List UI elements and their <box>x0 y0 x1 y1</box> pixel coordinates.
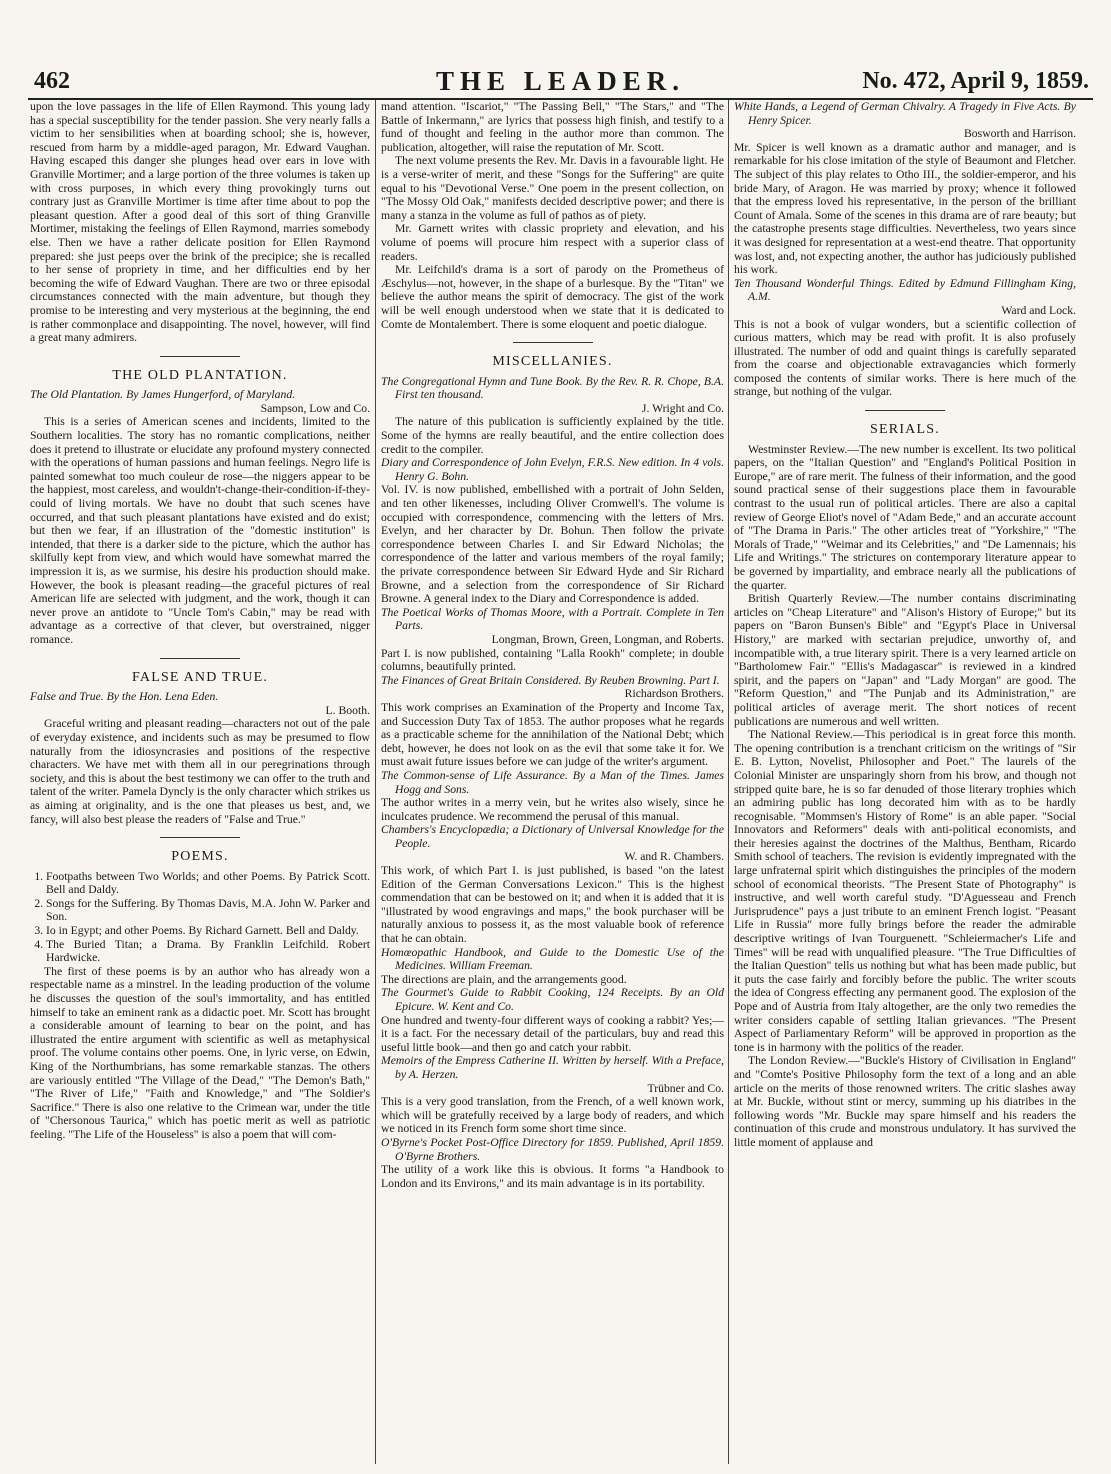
page-number: 462 <box>34 68 70 94</box>
review-national: The National Review.—This periodical is in great force this month. The opening contribution is a trenchant criticism on the writings of "Sir E. B. Lytton, Novelist, Philosopher and Poet." The laurels of the Colonial Minister are unsparingly shorn from his brow, and though not stripped quite bare, he is so far denuded of those literary trophies which an admiring public has long decorated him with as to be hardly recognisable. "Mommsen's History of Rome" is an able paper. "Social Innovators and Reformers" deals with anti-political economists, and their heresies against the doctrines of the Malthus, Bentham, Ricardo Smith school of teachers. The revision is evidently impregnated with the large unfraternal spirit which distinguishes the principles of the modern school of economical theorists. "The Present State of Photography" is instructive, and well worth careful study. "D'Aguesseau and French Jurisprudence" pays a just tribute to an eminent French logist. "Peasant Life in Russia" more fully brings before the reader the admirable descriptive writings of Ivan Tourguenett. "Schleiermacher's Life and Times" will be read with unqualified pleasure. "The True Difficulties of the Italian Question" tells us nothing but what has been made public, but it puts the case fairly and forcibly before the public. The writer scouts the idea of Congress effecting any permanent good. The explosion of the Pope and of Austria from Italy altogether, are the only two remedies the writer considers capable of settling Italian grievances. "The Present Aspect of Parliamentary Reform" will be approved in proportion as the tone is in harmony with the politics of the reader. <box>734 728 1076 1054</box>
book-title: Ten Thousand Wonderful Things. Edited by Edmund Fillingham King, A.M. <box>734 276 1076 304</box>
newspaper-title: THE LEADER. <box>435 66 686 96</box>
publisher: Trübner and Co. <box>647 1081 724 1095</box>
publisher: L. Booth. <box>325 703 370 717</box>
section-divider <box>160 356 240 357</box>
heading-miscellanies: MISCELLANIES. <box>492 354 613 370</box>
review-body: Vol. IV. is now published, embellished with a portrait of John Selden, and ten other likenesses, including Oliver Cromwell's. The volume is occupied with correspondence, commencing with the letters of Mrs. Evelyn, and her character by Dr. Bohun. Then follow the private correspondence between Charles I. and Sir Edward Nicholas; the correspondence of the latter and various members of the royal family; the private correspondence between Sir Edward Hyde and Sir Richard Browne, and a selection from the correspondence of Sir Richard Browne. A general index to the Diary and Correspondence is added. <box>381 483 724 606</box>
review-body: One hundred and twenty-four different ways of cooking a rabbit? Yes;—it is a fact. For the necessary detail of the particulars, buy and read this useful little book—and then go and catch your rabbit. <box>381 1013 724 1054</box>
review-body: Mr. Leifchild's drama is a sort of parody on the Prometheus of Æschylus—not, however, in the shape of a burlesque. By the "Titan" we believe the author means the spirit of democracy. The gist of the work will be well enough understood when we state that it is dedicated to Comte de Montalembert. There is some eloquent and poetic dialogue. <box>381 263 724 331</box>
poems-list <box>30 870 370 965</box>
review-body: The directions are plain, and the arrangements good. <box>381 972 627 986</box>
publisher: Richardson Brothers. <box>624 687 724 701</box>
review-body: Part I. is now published, containing "Lalla Rookh" complete; in double columns, beautifully printed. <box>381 646 724 674</box>
book-title: Homœopathic Handbook, and Guide to the Domestic Use of the Medicines. William Freeman. <box>381 945 724 973</box>
book-title: The Old Plantation. By James Hungerford, of Maryland. <box>30 388 296 402</box>
publisher: Longman, Brown, Green, Longman, and Roberts. <box>491 632 724 646</box>
book-title: O'Byrne's Pocket Post-Office Directory for 1859. Published, April 1859. O'Byrne Brothers. <box>381 1135 724 1163</box>
review-body: Mr. Garnett writes with classic propriety and elevation, and his volume of poems will procure him respect with a superior class of readers. <box>381 222 724 263</box>
book-title: Chambers's Encyclopædia; a Dictionary of Universal Knowledge for the People. <box>381 823 724 850</box>
heading-serials: SERIALS. <box>870 422 940 438</box>
book-title: The Common-sense of Life Assurance. By a Man of the Times. James Hogg and Sons. <box>381 768 724 796</box>
review-body: The next volume presents the Rev. Mr. Davis in a favourable light. He is a verse-writer of merit, and these "Songs for the Suffering" are quite equal to his "Devotional Verse." One poem in the present collection, on "The Mossy Old Oak," manifests decided descriptive power; and there is many a stanza in the volume as full of pathos as of piety. <box>381 154 724 222</box>
publisher: Bosworth and Harrison. <box>964 127 1076 141</box>
section-divider <box>160 658 240 659</box>
heading-false-and-true: FALSE AND TRUE. <box>131 669 269 685</box>
section-divider <box>513 342 593 343</box>
review-body: The author writes in a merry vein, but he writes also wisely, since he inculcates prudence. We recommend the perusal of this manual. <box>381 796 724 823</box>
review-london: The London Review.—"Buckle's History of Civilisation in England" and "Comte's Positive Philosophy form the text of a long and an able article on the merits of those renowned writers. The critic slashes away at Mr. Buckle, without stint or mercy, summing up his diatribes in the following words "Mr. Buckle may spare himself and his readers the continuation of this crude and monstrous undulatory. It has survived the little moment of applause and <box>734 1054 1076 1149</box>
section-divider <box>160 837 240 838</box>
book-title: False and True. By the Hon. Lena Eden. <box>30 690 219 704</box>
review-british-quarterly: British Quarterly Review.—The number contains discriminating articles on "Cheap Literature" and "Alison's History of Europe;" but its papers on "Baron Bunsen's Bible" and "Egypt's Place in Universal History," are marked with sectarian prejudice, unworthy of, and incompatible with, a true literary spirit. There is a very learned article on "Bartholomew Fair." "Ellis's Madagascar" is reviewed in a kindred spirit, and the papers on "Japan" and "Lady Morgan" are good. The "Reform Question," and "The Punjab and its Administration," are political articles of average merit. The short notices of recent publications are numerous and well written. <box>734 592 1076 728</box>
section-divider <box>865 410 945 411</box>
heading-old-plantation: THE OLD PLANTATION. <box>112 367 288 383</box>
list-item: 3. Io in Egypt; and other Poems. By Richard Garnett. Bell and Daldy. <box>46 924 370 938</box>
heading-poems: POEMS. <box>171 849 229 865</box>
review-body: The first of these poems is by an author who has already won a respectable name as a minstrel. In the leading production of the volume he discusses the question of the soul's immortality, and has entitled himself to take an eminent rank as a didactic poet. Mr. Scott has brought a considerable amount of learning to bear on the point, and has illustrated the entire argument with scientific as well as metaphysical proof. The volume contains other poems. One, in lyric verse, on Edwin, King of the Northumbrians, has some remarkable stanzas. The others are variously entitled "The Village of the Dead," "The Demon's Bath," "The River of Life," "Faith and Knowledge," and "The Soldier's Sacrifice." There is also one relative to the Crimean war, under the title of "Chersonous Taurica," which has poetic merit as well as patriotic feeling. "The Life of the Houseless" is also a poem that will com- <box>30 964 370 1141</box>
list-item: 1. Footpaths between Two Worlds; and other Poems. By Patrick Scott. Bell and Daldy. <box>46 870 370 897</box>
poems-review-continuation: mand attention. "Iscariot," "The Passing Bell," "The Stars," and "The Battle of Inkermann," are lyrics that possess high finish, and testify to a fund of thought and feeling in the author more than common. The publication, altogether, will raise the reputation of Mr. Scott. <box>381 100 724 154</box>
review-body: The utility of a work like this is obvious. It forms "a Handbook to London and its Environs," and its main advantage is in its portability. <box>381 1163 724 1190</box>
book-title: The Congregational Hymn and Tune Book. By the Rev. R. R. Chope, B.A. First ten thousand. <box>381 374 724 402</box>
list-item: 4. The Buried Titan; a Drama. By Franklin Leifchild. Robert Hardwicke. <box>46 938 370 965</box>
review-body: This is a series of American scenes and incidents, limited to the Southern localities. The story has no romantic complications, neither does it pretend to illustrate or elucidate any profound mystery connected with the operations of human passions and human feelings. Negro life is painted somewhat too much couleur de rose—the niggers appear to be the happiest, most careless, and wouldn't-change-their-condition-if-they-could of living mortals. We have no doubt that such scenes have occurred, and that such pleasant plantations have existed and do exist; but then we fear, if an illustration of the "domestic institution" is intended, that there is a darker side to the picture, which the author has skilfully kept from view, and which would have somewhat marred the impression it is, as we surmise, his desire his production should make. However, the book is pleasant reading—the graceful pictures of real American life are selected with judgment, and the work, though it can never prove an antidote to "Uncle Tom's Cabin," may be read with advantage as a corrective of that clever, but overstrained, nigger romance. <box>30 415 370 646</box>
book-title: The Gourmet's Guide to Rabbit Cooking, 124 Receipts. By an Old Epicure. W. Kent and Co. <box>381 986 724 1013</box>
review-body: This work, of which Part I. is just published, is based "on the latest Edition of the German Conversations Lexicon." This is the highest commendation that can be bestowed on it; and when it is added that it is "illustrated by wood engravings and maps," the book purchaser will be naturally anxious to possess it, as the most valuable book of reference that he can obtain. <box>381 864 724 946</box>
review-body: This is not a book of vulgar wonders, but a scientific collection of curious matters, which may be read with profit. It is also profusely illustrated. The number of odd and quaint things is carefully separated from the coarse and objectionable extravagancies which formerly composed the contents of similar works. There is here much of the strange, but nothing of the vulgar. <box>734 317 1076 399</box>
review-body: Graceful writing and pleasant reading—characters not out of the pale of everyday existence, and incidents such as may be presumed to flow naturally from the idiosyncrasies and positions of the respective characters. We have met with them all in our peregrinations through society, and this is about the best testimony we can offer to the truth and talent of the writer. Pamela Dyncly is the only character which strikes us as aiming at originality, and is the one that pleases us best, and, we fancy, will also best please the readers of "False and True." <box>30 717 370 826</box>
publisher: W. and R. Chambers. <box>624 850 724 864</box>
review-body: The nature of this publication is sufficiently explained by the title. Some of the hymns are really beautiful, and the entire collection does credit to the compiler. <box>381 415 724 456</box>
issue-date: No. 472, April 9, 1859. <box>862 68 1089 94</box>
book-title: The Finances of Great Britain Considered. By Reuben Browning. Part I. <box>381 673 720 687</box>
review-body: Mr. Spicer is well known as a dramatic author and manager, and is remarkable for his close imitation of the style of Beaumont and Fletcher. The subject of this play relates to Otho III., the soldier-emperor, and his bride Mary, of Aragon. He was married by proxy; whence it followed that the empress loved his representative, in the person of the brilliant Count of Amala. Some of the scenes in this drama are of rare beauty; but the catastrophe presents stage difficulties. Nevertheless, two years since it was designed for representation at a west-end theatre. That opportunity was lost, and, not expecting another, the author has judiciously published his work. <box>734 140 1076 277</box>
book-title: White Hands, a Legend of German Chivalry. A Tragedy in Five Acts. By Henry Spicer. <box>734 100 1076 127</box>
novel-review-continuation: upon the love passages in the life of Ellen Raymond. This young lady has a special susceptibility for the tender passion. She very nearly falls a victim to her sensibilities when at boarding school; she is, however, rescued from harm by a middle-aged paragon, Mr. Edward Vaughan. Having escaped this danger she plunges head over ears in love with Granville Mortimer; and a large portion of the three volumes is taken up with cross purposes, in which every thing provokingly turns out contrary just as Granville Mortimer is time after time about to pop the pleasant question. After a good deal of this sort of thing Granville Mortimer, mistaking the feelings of Ellen Raymond, marries somebody else. Then we have a rather delicate position for Ellen Raymond prepared: she just peeps over the brink of the precipice; she is recalled to her sense of propriety in time, and her difficulties end by her becoming the wife of Edward Vaughan. There are two or three episodal circumstances connected with the main adventure, but though they promise to be interesting and very mysterious at the beginning, the end is rather commonplace and disappointing. The novel, however, will find a great many admirers. <box>30 100 370 345</box>
list-item: 2. Songs for the Suffering. By Thomas Davis, M.A. John W. Parker and Son. <box>46 897 370 924</box>
publisher: Ward and Lock. <box>1001 303 1076 317</box>
column-2 <box>381 100 724 1470</box>
column-3 <box>734 100 1076 1470</box>
masthead <box>28 64 1093 100</box>
review-westminster: Westminster Review.—The new number is excellent. Its two political papers, on the "Italian Question" and "England's Political Position in Europe," are of rare merit. The fulness of their information, and the good sound practical sense of their suggestions place them in favourable contrast to the usual run of political articles. There are also a capital review of George Eliot's novel of "Adam Bede," and an accurate account of "The Drama in Paris." The other articles treat of "Yorkshire," "The Morals of Trade," "Weimar and its Celebrities," and "De Lamennais; his Life and Writings." The strictures on contemporary literature appear to be governed by impartiality, and embrace nearly all the publications of the quarter. <box>734 442 1076 592</box>
review-body: This is a very good translation, from the French, of a well known work, which will be gratefully received by a large body of readers, and which we noticed in its French form some short time since. <box>381 1095 724 1136</box>
column-rule <box>375 100 376 1464</box>
book-title: Memoirs of the Empress Catherine II. Written by herself. With a Preface, by A. Herzen. <box>381 1054 724 1081</box>
publisher: Sampson, Low and Co. <box>260 401 370 415</box>
book-title: Diary and Correspondence of John Evelyn, F.R.S. New edition. In 4 vols. Henry G. Bohn. <box>381 456 724 483</box>
review-body: This work comprises an Examination of the Property and Income Tax, and Succession Duty Tax of 1853. The author proposes what he regards as a practicable scheme for the annihilation of the National Debt; which debt, however, he does not look on as the evil that some take it for. We must await future issues before we can judge of the writer's argument. <box>381 700 724 769</box>
book-title: The Poetical Works of Thomas Moore, with a Portrait. Complete in Ten Parts. <box>381 605 724 633</box>
column-rule <box>728 100 729 1464</box>
column-1 <box>30 100 370 1470</box>
publisher: J. Wright and Co. <box>641 401 724 415</box>
